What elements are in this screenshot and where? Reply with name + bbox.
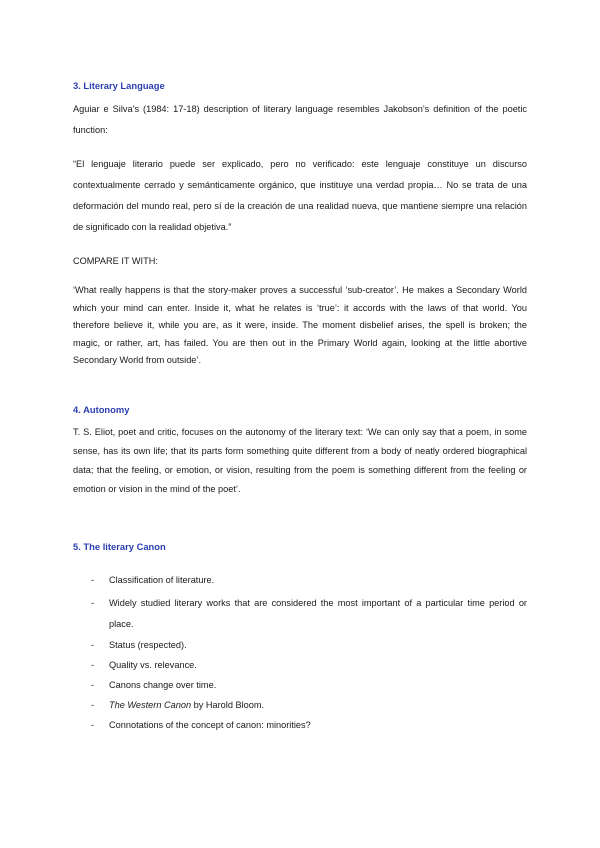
list-item-text: Connotations of the concept of canon: minorities? <box>109 720 311 730</box>
compare-label: COMPARE IT WITH: <box>73 256 158 266</box>
list-item <box>73 675 527 695</box>
list-dash: - <box>91 660 95 670</box>
book-author: by Harold Bloom. <box>191 700 265 710</box>
list-item-text: Status (respected). <box>109 640 187 650</box>
section-heading-literary-language: 3. Literary Language <box>73 80 165 91</box>
list-dash: - <box>91 700 95 710</box>
list-item-text: Widely studied literary works that are considered the most important of a particular time period or place. <box>109 598 527 629</box>
list-dash: - <box>91 720 95 730</box>
list-dash: - <box>91 640 95 650</box>
list-item <box>73 655 527 675</box>
autonomy-body: T. S. Eliot, poet and critic, focuses on the autonomy of the literary text: ‘We can only say that a poem, in some sense, has its own life; that its parts form something quite different from a body of neatly ordered biographical data; that the feeling, or emotion, or vision, resulting from the poem is something different from the feeling or emotion or vision in the mind of the poet’. <box>73 427 527 494</box>
list-dash: - <box>91 680 95 690</box>
list-item <box>73 715 527 735</box>
list-item <box>73 635 527 655</box>
canon-list <box>73 570 527 735</box>
list-dash: - <box>91 598 95 608</box>
list-item <box>73 593 527 635</box>
book-title: The Western Canon <box>109 700 192 710</box>
list-dash: - <box>91 575 95 585</box>
tolkien-quote: ‘What really happens is that the story-maker proves a successful ‘sub-creator’. He makes a Secondary World which your mind can enter. Inside it, what he relates is ‘true’: it accords with the laws of that world. You therefore believe it, while you are, as it were, inside. The moment disbelief arises, the spell is broken; the magic, or rather, art, has failed. You are then out in the Primary World again, looking at the little abortive Secondary World from outside’. <box>73 285 527 365</box>
literary-language-intro: Aguiar e Silva’s (1984: 17-18) description of literary language resembles Jakobson’s definition of the poetic function: <box>73 104 527 135</box>
section-heading-autonomy: 4. Autonomy <box>73 404 130 415</box>
list-item-text: Canons change over time. <box>109 680 217 690</box>
aguiar-quote: “El lenguaje literario puede ser explicado, pero no verificado: este lenguaje constituye un discurso contextualmente cerrado y semánticamente orgánico, que instituye una verdad propia… No se trata de una deformación del mundo real, pero sí de la creación de una realidad nueva, que mantiene siempre una relación de significado con la realidad objetiva.” <box>73 159 527 232</box>
list-item-text: Quality vs. relevance. <box>109 660 197 670</box>
list-item-text: Classification of literature. <box>109 575 215 585</box>
list-item <box>73 570 527 590</box>
list-item <box>73 695 527 715</box>
section-heading-canon: 5. The literary Canon <box>73 541 166 552</box>
